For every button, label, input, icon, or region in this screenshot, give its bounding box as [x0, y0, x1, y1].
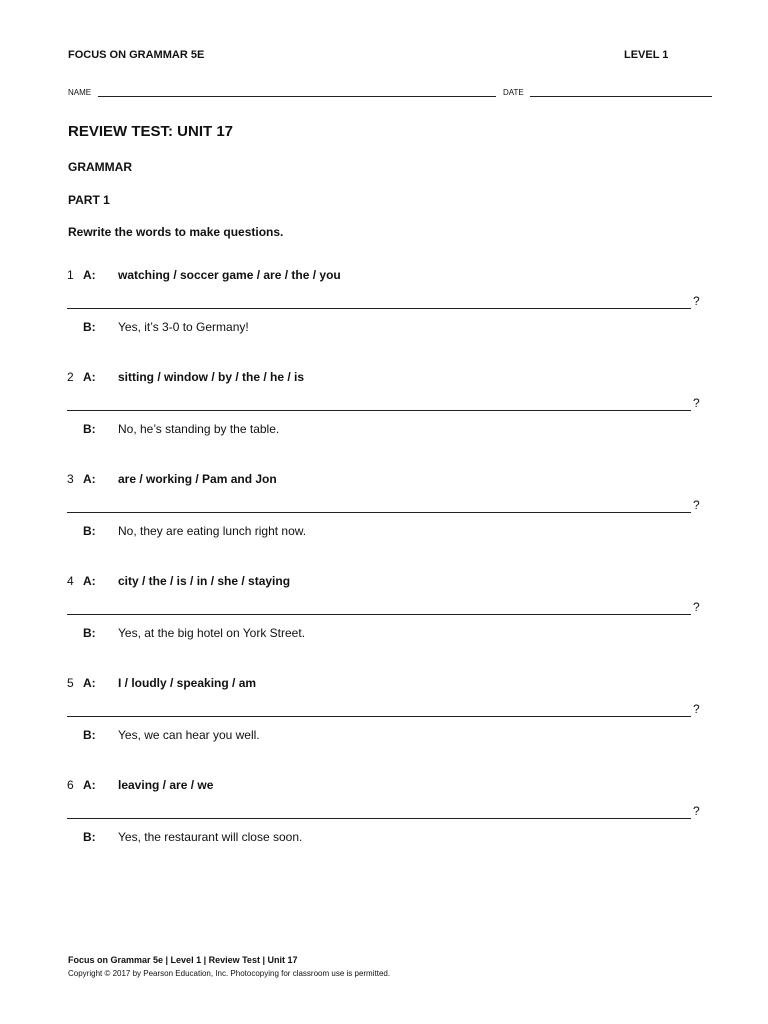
response-text: No, they are eating lunch right now.: [118, 524, 307, 538]
question-prompt: watching / soccer game / are / the / you: [118, 268, 341, 282]
question-mark: ?: [693, 702, 700, 716]
book-title: FOCUS ON GRAMMAR 5E: [68, 49, 205, 61]
speaker-b-label: B:: [83, 830, 96, 844]
speaker-a-label: A:: [83, 574, 96, 588]
speaker-a-label: A:: [83, 472, 96, 486]
date-field-line[interactable]: [530, 96, 712, 97]
response-text: Yes, it’s 3-0 to Germany!: [118, 320, 249, 334]
name-label: NAME: [68, 88, 92, 97]
question-item: [0, 778, 768, 858]
section-heading: GRAMMAR: [68, 160, 132, 174]
question-number: 6: [67, 778, 74, 792]
question-mark: ?: [693, 294, 700, 308]
page-title: REVIEW TEST: UNIT 17: [68, 123, 234, 140]
question-item: [0, 268, 768, 348]
footer-title: Focus on Grammar 5e | Level 1 | Review Test | Unit 17: [68, 955, 298, 965]
instructions: Rewrite the words to make questions.: [68, 225, 284, 239]
answer-line[interactable]: [67, 512, 691, 513]
date-label: DATE: [503, 88, 524, 97]
question-mark: ?: [693, 498, 700, 512]
question-number: 3: [67, 472, 74, 486]
answer-line[interactable]: [67, 716, 691, 717]
question-number: 2: [67, 370, 74, 384]
question-item: [0, 676, 768, 756]
answer-line[interactable]: [67, 818, 691, 819]
speaker-a-label: A:: [83, 676, 96, 690]
response-text: Yes, the restaurant will close soon.: [118, 830, 303, 844]
question-prompt: leaving / are / we: [118, 778, 214, 792]
question-prompt: I / loudly / speaking / am: [118, 676, 257, 690]
speaker-a-label: A:: [83, 268, 96, 282]
speaker-b-label: B:: [83, 626, 96, 640]
question-prompt: sitting / window / by / the / he / is: [118, 370, 305, 384]
speaker-b-label: B:: [83, 524, 96, 538]
name-field-line[interactable]: [98, 96, 496, 97]
speaker-b-label: B:: [83, 422, 96, 436]
question-prompt: are / working / Pam and Jon: [118, 472, 277, 486]
question-mark: ?: [693, 804, 700, 818]
question-number: 4: [67, 574, 74, 588]
question-mark: ?: [693, 396, 700, 410]
speaker-a-label: A:: [83, 370, 96, 384]
level-label: LEVEL 1: [624, 49, 669, 61]
response-text: Yes, at the big hotel on York Street.: [118, 626, 306, 640]
speaker-a-label: A:: [83, 778, 96, 792]
question-item: [0, 574, 768, 654]
speaker-b-label: B:: [83, 728, 96, 742]
question-prompt: city / the / is / in / she / staying: [118, 574, 291, 588]
question-number: 1: [67, 268, 74, 282]
answer-line[interactable]: [67, 308, 691, 309]
response-text: No, he’s standing by the table.: [118, 422, 280, 436]
answer-line[interactable]: [67, 410, 691, 411]
footer-copyright: Copyright © 2017 by Pearson Education, Inc. Photocopying for classroom use is permitted.: [68, 969, 391, 978]
question-number: 5: [67, 676, 74, 690]
question-item: [0, 370, 768, 450]
part-heading: PART 1: [68, 193, 110, 207]
speaker-b-label: B:: [83, 320, 96, 334]
question-mark: ?: [693, 600, 700, 614]
response-text: Yes, we can hear you well.: [118, 728, 260, 742]
question-item: [0, 472, 768, 552]
answer-line[interactable]: [67, 614, 691, 615]
